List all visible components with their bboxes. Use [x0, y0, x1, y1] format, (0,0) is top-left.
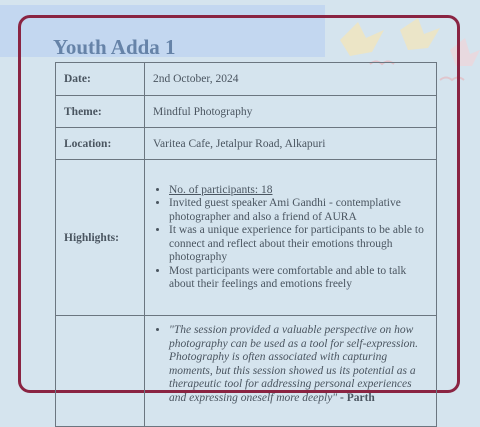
- list-item: • It was a unique experience for participants to be able to connect and reflect about their emotions through photography: [169, 224, 428, 265]
- highlights-cell: [145, 160, 437, 316]
- highlights-label: Highlights:: [56, 160, 145, 316]
- testimonial-cell: [145, 316, 437, 427]
- event-details-table: [55, 62, 437, 427]
- table-row: [56, 160, 437, 316]
- list-item: • Invited guest speaker Ami Gandhi - contemplative photographer and also a friend of AURA: [169, 197, 428, 224]
- theme-value: Mindful Photography: [145, 96, 437, 128]
- report-card: [18, 15, 460, 404]
- testimonial-quote: "The session provided a valuable perspective on how photography can be used as a tool for self-expression. Photography is often associated with capturing moments, but this session showed us its potential as a therapeutic tool for addressing personal experiences and expressing oneself more deeply": [169, 324, 419, 404]
- location-value: Varitea Cafe, Jetalpur Road, Alkapuri: [145, 128, 437, 160]
- table-row: [56, 128, 437, 160]
- testimonial-label: [56, 316, 145, 427]
- list-item: [169, 316, 428, 405]
- list-item: • Most participants were comfortable and able to talk about their feelings and emotions freely: [169, 265, 428, 292]
- date-value: 2nd October, 2024: [145, 63, 437, 96]
- location-label: Location:: [56, 128, 145, 160]
- page-title: Youth Adda 1: [53, 35, 176, 59]
- date-label: Date:: [56, 63, 145, 96]
- testimonial-list: [153, 316, 428, 405]
- table-row: [56, 316, 437, 427]
- table-row: [56, 96, 437, 128]
- theme-label: Theme:: [56, 96, 145, 128]
- highlights-list: [153, 184, 428, 292]
- list-item: [169, 184, 428, 198]
- table-row: [56, 63, 437, 96]
- participants-count: No. of participants: 18: [169, 183, 273, 196]
- testimonial-author: - Parth: [337, 391, 375, 404]
